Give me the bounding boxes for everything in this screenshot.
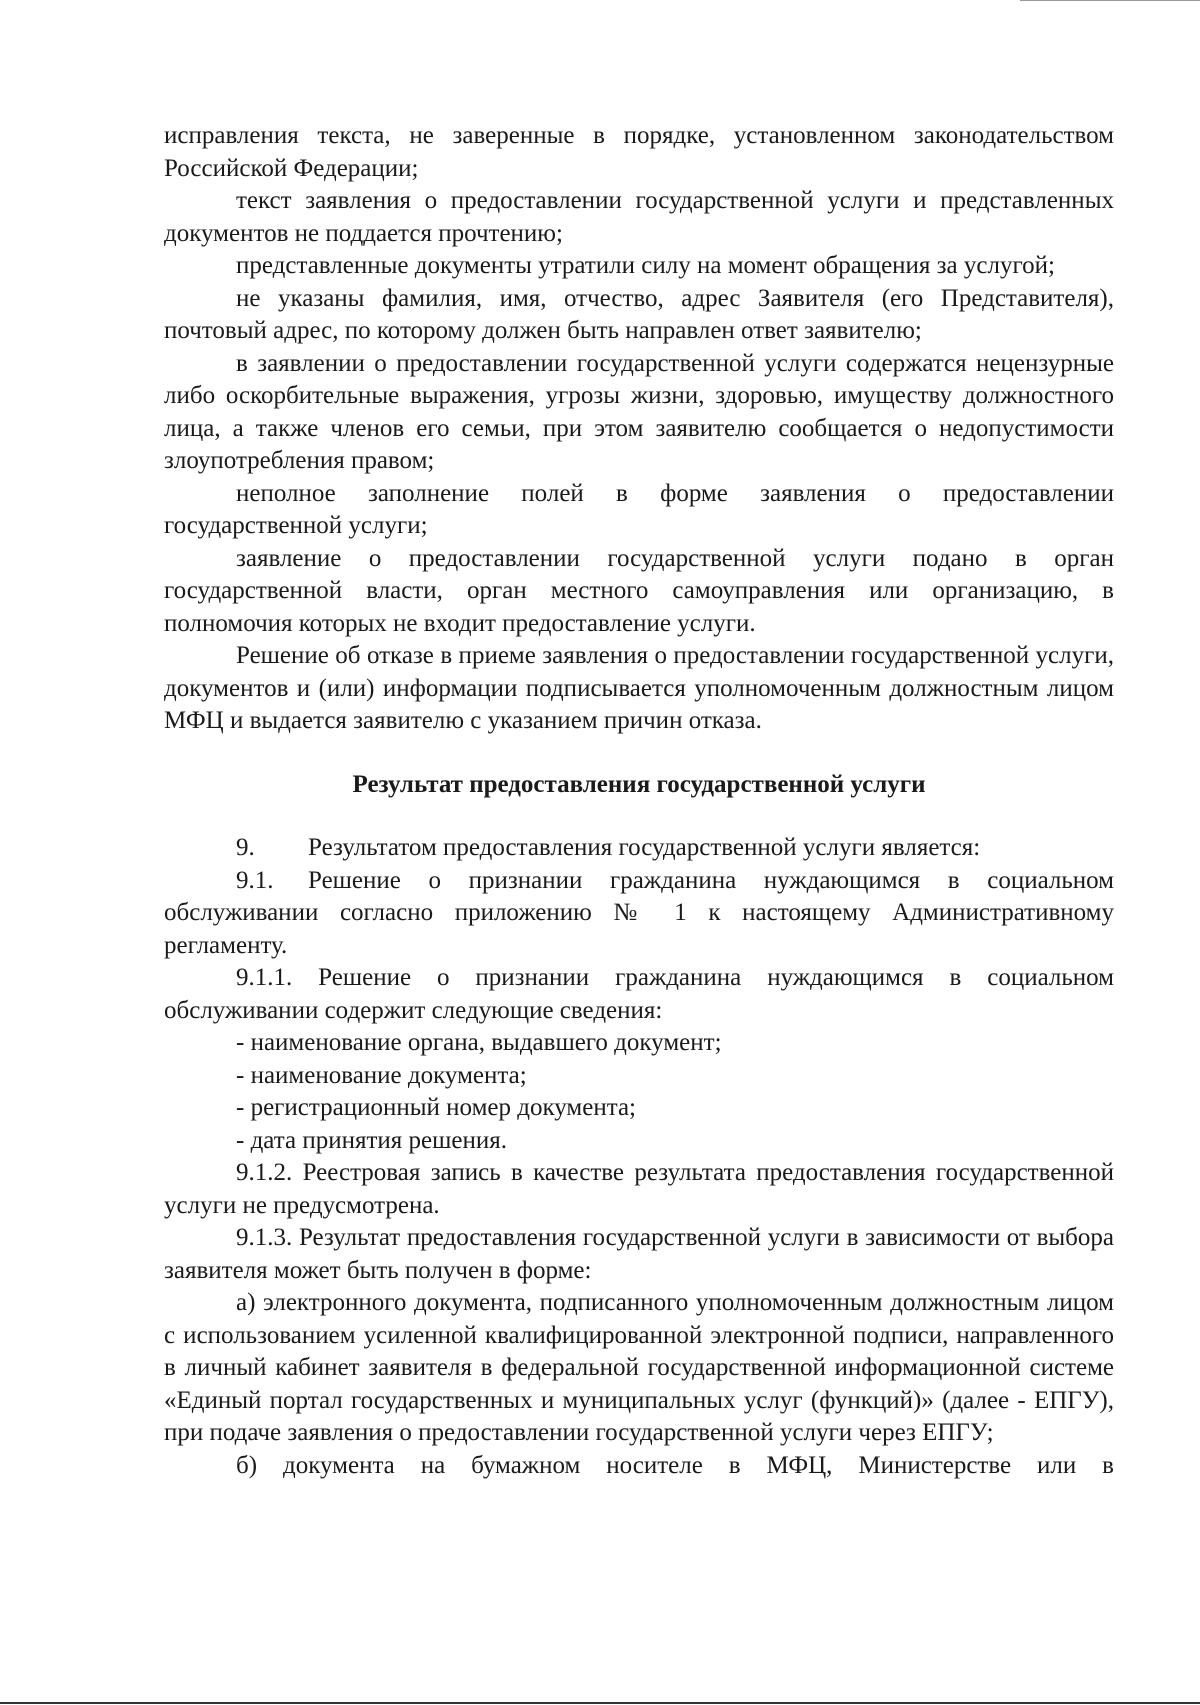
list-item: - регистрационный номер документа; bbox=[236, 1094, 636, 1121]
item-9-1-3: 9.1.3. Результат предоставления государственной услуги в зависимости от выбора заявителя может быть получен в форме: bbox=[164, 1224, 1114, 1284]
item-9-1-first-line: Решение о признании гражданина нуждающимся в социальном bbox=[308, 866, 1114, 894]
list-item: - наименование органа, выдавшего документ; bbox=[236, 1029, 722, 1056]
paragraph-wrong-authority: заявление о предоставлении государственной услуги подано в орган государственной власти, орган местного самоуправления или организацию, в полномочия которых не входит предоставление услуги. bbox=[164, 544, 1114, 637]
section-heading: Результат предоставления государственной услуги bbox=[352, 770, 926, 798]
scan-edge-top bbox=[1020, 0, 1200, 1]
paragraph-unreadable: текст заявления о предоставлении государственной услуги и представленных документов не поддается прочтению; bbox=[164, 187, 1114, 247]
paragraph-missing-name: не указаны фамилия, имя, отчество, адрес Заявителя (его Представителя), почтовый адрес, по которому должен быть направлен ответ заявителю; bbox=[164, 284, 1114, 344]
list-item: - наименование документа; bbox=[236, 1061, 527, 1089]
paragraph-obscene: в заявлении о предоставлении государственной услуги содержатся нецензурные либо оскорбительные выражения, угрозы жизни, здоровью, имуществу должностного лица, а также членов его семьи, при этом заявителю сообщается о недопустимости злоупотребления правом; bbox=[164, 349, 1114, 474]
list-item: - дата принятия решения. bbox=[236, 1126, 507, 1154]
item-9-1 bbox=[164, 865, 1114, 898]
item-9-1-1: 9.1.1. Решение о признании гражданина нуждающимся в социальном обслуживании содержит следующие сведения: bbox=[164, 964, 1114, 1024]
item-a-electronic: а) электронного документа, подписанного уполномоченным должностным лицом с использованием усиленной квалифицированной электронной подписи, направленного в личный кабинет заявителя в федеральной государственной информационной системе «Единый портал государственных и муниципальных услуг (функций)» (далее - ЕПГУ), при подаче заявления о предоставлении государственной услуги через ЕПГУ; bbox=[164, 1289, 1114, 1446]
paragraph-refusal-decision: Решение об отказе в приеме заявления о предоставлении государственной услуги, документов и (или) информации подписывается уполномоченным должностным лицом МФЦ и выдается заявителю с указанием причин отказа. bbox=[164, 642, 1114, 734]
scan-edge-bottom bbox=[0, 1702, 1200, 1704]
item-9-1-number: 9.1. bbox=[236, 866, 274, 894]
item-9-text: Результатом предоставления государственной услуги является: bbox=[308, 834, 981, 861]
item-9-number: 9. bbox=[236, 834, 255, 861]
item-9-1-continuation: обслуживании согласно приложению № 1 к настоящему Административному регламенту. bbox=[164, 899, 1114, 959]
paragraph-correction: исправления текста, не заверенные в порядке, установленном законодательством Российской Федерации; bbox=[164, 122, 1114, 182]
item-9 bbox=[164, 832, 1114, 865]
item-b-paper: б) документа на бумажном носителе в МФЦ, Министерстве или в bbox=[236, 1451, 1114, 1479]
document-body bbox=[164, 120, 1114, 1482]
item-9-1-2: 9.1.2. Реестровая запись в качестве результата предоставления государственной услуги не предусмотрена. bbox=[164, 1159, 1114, 1219]
paragraph-expired-docs: представленные документы утратили силу на момент обращения за услугой; bbox=[236, 252, 1055, 279]
paragraph-incomplete: неполное заполнение полей в форме заявления о предоставлении государственной услуги; bbox=[164, 479, 1114, 539]
